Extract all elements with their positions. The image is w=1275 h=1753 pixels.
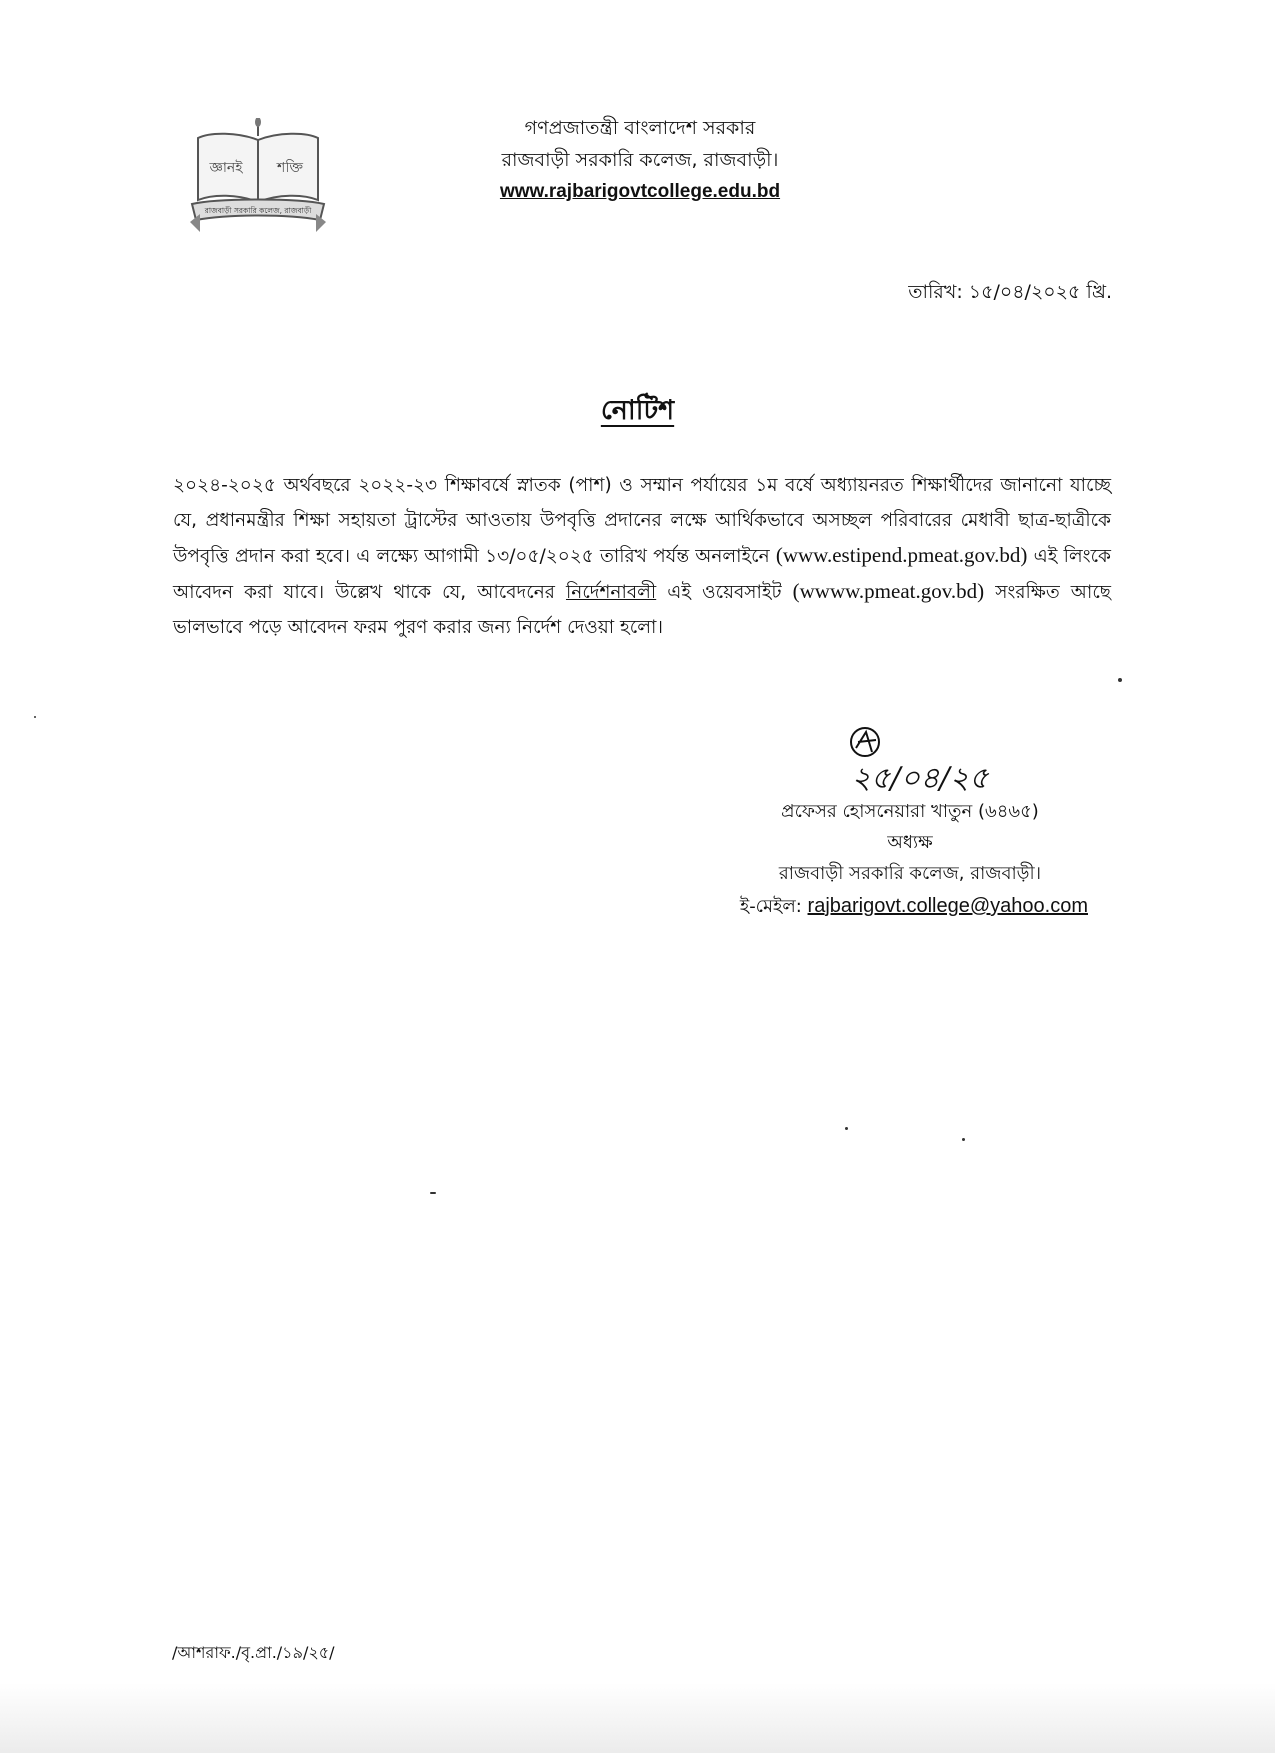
scan-speck <box>1118 678 1122 682</box>
scan-speck <box>962 1138 965 1141</box>
pmeat-url[interactable]: (wwww.pmeat.gov.bd) <box>792 579 985 603</box>
notice-body <box>173 468 1111 645</box>
scan-shadow <box>0 1683 1275 1753</box>
signatory-block <box>660 796 1160 889</box>
estipend-url[interactable]: (www.estipend.pmeat.gov.bd) <box>775 543 1028 567</box>
email-link[interactable]: rajbarigovt.college@yahoo.com <box>807 895 1088 917</box>
signatory-designation: অধ্যক্ষ <box>887 832 933 853</box>
reference-number: /আশরাফ./বৃ.প্রা./১৯/২৫/ <box>172 1643 335 1662</box>
body-part-4: সংরক্ষিত আছে ভালভাবে পড়ে আবেদন ফরম পুরণ করার জন্য নির্দেশ দেওয়া হলো। <box>173 582 1112 638</box>
guidelines-text: নির্দেশনাবলী <box>565 582 657 603</box>
signatory-institution: রাজবাড়ী সরকারি কলেজ, রাজবাড়ী। <box>778 863 1042 884</box>
college-website-link[interactable]: www.rajbarigovtcollege.edu.bd <box>499 181 781 202</box>
email-row <box>740 892 1088 923</box>
body-part-2: এই লিংকে আবেদন করা যাবে। উল্লেখ থাকে যে, আবেদনের <box>173 546 1111 603</box>
handwritten-signature <box>820 726 1020 801</box>
college-name: রাজবাড়ী সরকারি কলেজ, রাজবাড়ী। <box>501 149 779 171</box>
scan-speck <box>845 1127 848 1130</box>
college-emblem-logo <box>188 118 328 240</box>
signature-date: ২৫/০৪/২৫ <box>851 761 989 796</box>
emblem-right-text: শক্তি <box>277 160 303 176</box>
government-name: গণপ্রজাতন্ত্রী বাংলাদেশ সরকার <box>524 117 756 139</box>
emblem-ribbon-text: রাজবাড়ী সরকারি কলেজ, রাজবাড়ী <box>204 206 312 215</box>
body-part-1: ২০২৪-২০২৫ অর্থবছরে ২০২২-২৩ শিক্ষাবর্ষে স্নাতক (পাশ) ও সম্মান পর্যায়ের ১ম বর্ষে অধ্যায়নরত শিক্ষার্থীদের জানানো যাচ্ছে যে, প্রধানমন্ত্রীর শিক্ষা সহায়তা ট্রাস্টের আওতায় উপবৃত্তি প্রদানের লক্ষে আর্থিকভাবে অসচ্ছল পরিবারের মেধাবী ছাত্র-ছাত্রীকে উপবৃত্তি প্রদান করা হবে। এ লক্ষ্যে আগামী ১৩/০৫/২০২৫ তারিখ পর্যন্ত অনলাইনে <box>173 475 1111 567</box>
scan-speck <box>430 1192 436 1194</box>
notice-title-text: নোটিশ <box>600 395 675 426</box>
scan-speck <box>34 716 36 718</box>
body-part-3: এই ওয়েবসাইট <box>656 582 793 603</box>
letterhead <box>440 112 840 208</box>
notice-title <box>0 390 1275 435</box>
signatory-name: প্রফেসর হোসনেয়ারা খাতুন (৬৪৬৫) <box>781 801 1039 822</box>
emblem-left-text: জ্ঞানই <box>209 160 243 176</box>
email-label: ই-মেইল: <box>739 896 808 917</box>
notice-date: তারিখ: ১৫/০৪/২০২৫ খ্রি. <box>908 281 1112 303</box>
